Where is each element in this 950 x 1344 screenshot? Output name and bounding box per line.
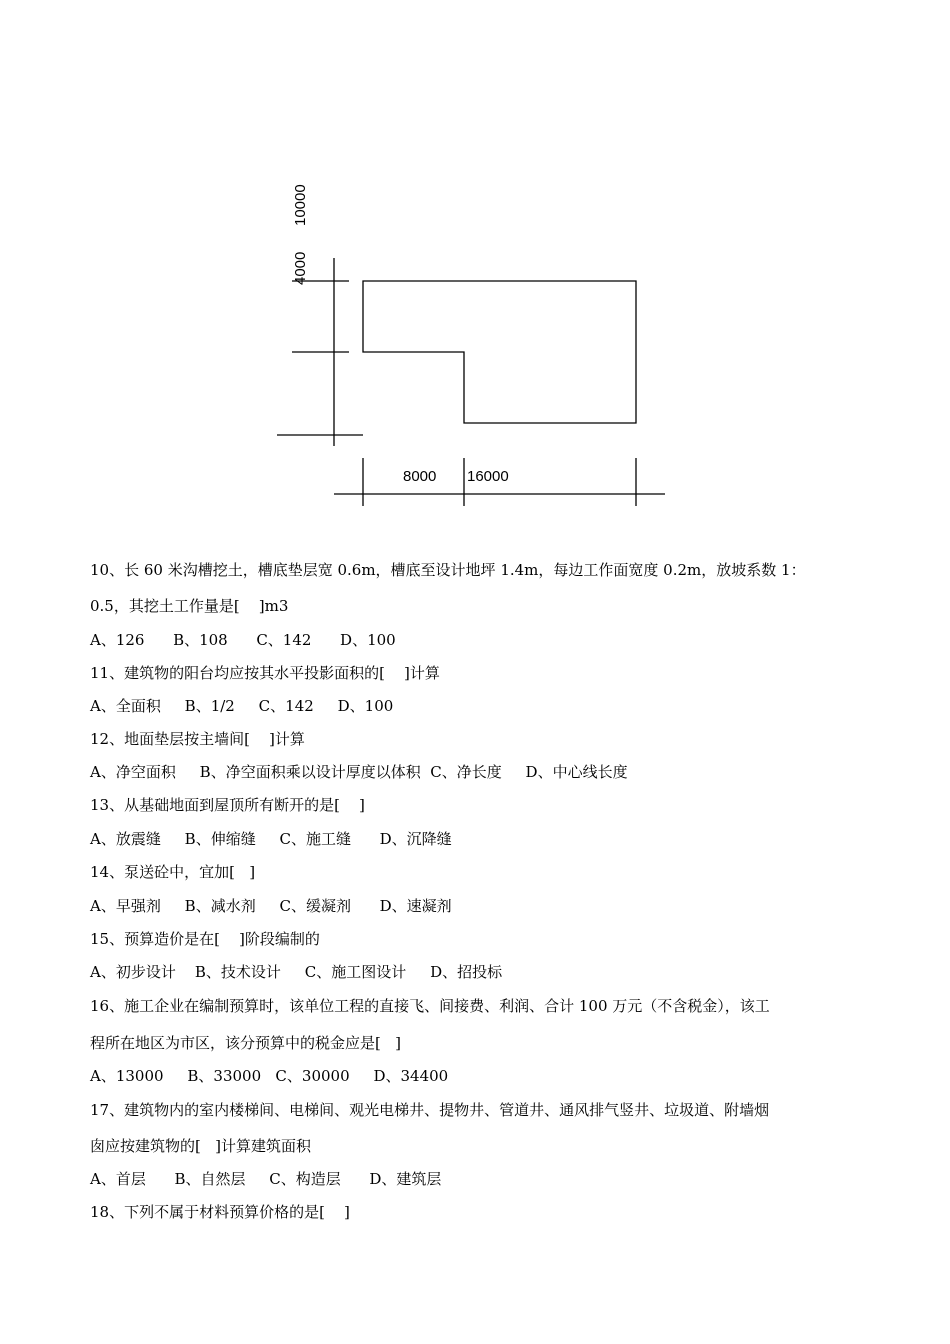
plan-outline [363, 281, 636, 423]
q16-line2: 程所在地区为市区，该分预算中的税金应是[ ] [90, 1034, 402, 1052]
q11-question: 11、建筑物的阳台均应按其水平投影面积的[ ]计算 [90, 664, 440, 682]
dim-label-8000: 8000 [403, 468, 437, 485]
q10-options: A、126 B、108 C、142 D、100 [90, 631, 396, 649]
q17-line2: 囱应按建筑物的[ ]计算建筑面积 [90, 1137, 312, 1155]
dim-label-16000: 16000 [467, 468, 509, 485]
q15-options: A、初步设计 B、技术设计 C、施工图设计 D、招投标 [90, 963, 503, 981]
floor-plan-figure [0, 0, 950, 520]
q16-line1: 16、施工企业在编制预算时，该单位工程的直接飞、间接费、利润、合计 100 万元（不含税金），该工 [90, 997, 770, 1015]
q11-options: A、全面积 B、1/2 C、142 D、100 [90, 697, 394, 715]
q10-line2: 0.5，其挖土工作量是[ ]m3 [90, 597, 289, 615]
q14-options: A、早强剂 B、减水剂 C、缓凝剂 D、速凝剂 [90, 897, 452, 915]
q13-options: A、放震缝 B、伸缩缝 C、施工缝 D、沉降缝 [90, 830, 452, 848]
dim-label-4000: 4000 [292, 251, 309, 285]
q17-line1: 17、建筑物内的室内楼梯间、电梯间、观光电梯井、提物井、管道井、通风排气竖井、垃圾道、附墙烟 [90, 1101, 770, 1119]
dim-label-10000: 10000 [292, 184, 309, 226]
q10-line1: 10、长 60 米沟槽挖土，槽底垫层宽 0.6m，槽底至设计地坪 1.4m，每边工作面宽度 0.2m，放坡系数 1： [90, 561, 806, 579]
q13-question: 13、从基础地面到屋顶所有断开的是[ ] [90, 796, 365, 814]
q12-options: A、净空面积 B、净空面积乘以设计厚度以体积 C、净长度 D、中心线长度 [90, 763, 628, 781]
q17-options: A、首层 B、自然层 C、构造层 D、建筑层 [90, 1170, 442, 1188]
q16-options: A、13000 B、33000 C、30000 D、34400 [90, 1067, 449, 1085]
q15-question: 15、预算造价是在[ ]阶段编制的 [90, 930, 320, 948]
q12-question: 12、地面垫层按主墙间[ ]计算 [90, 730, 305, 748]
q18-question: 18、下列不属于材料预算价格的是[ ] [90, 1203, 350, 1221]
q14-question: 14、泵送砼中，宜加[ ] [90, 863, 256, 881]
